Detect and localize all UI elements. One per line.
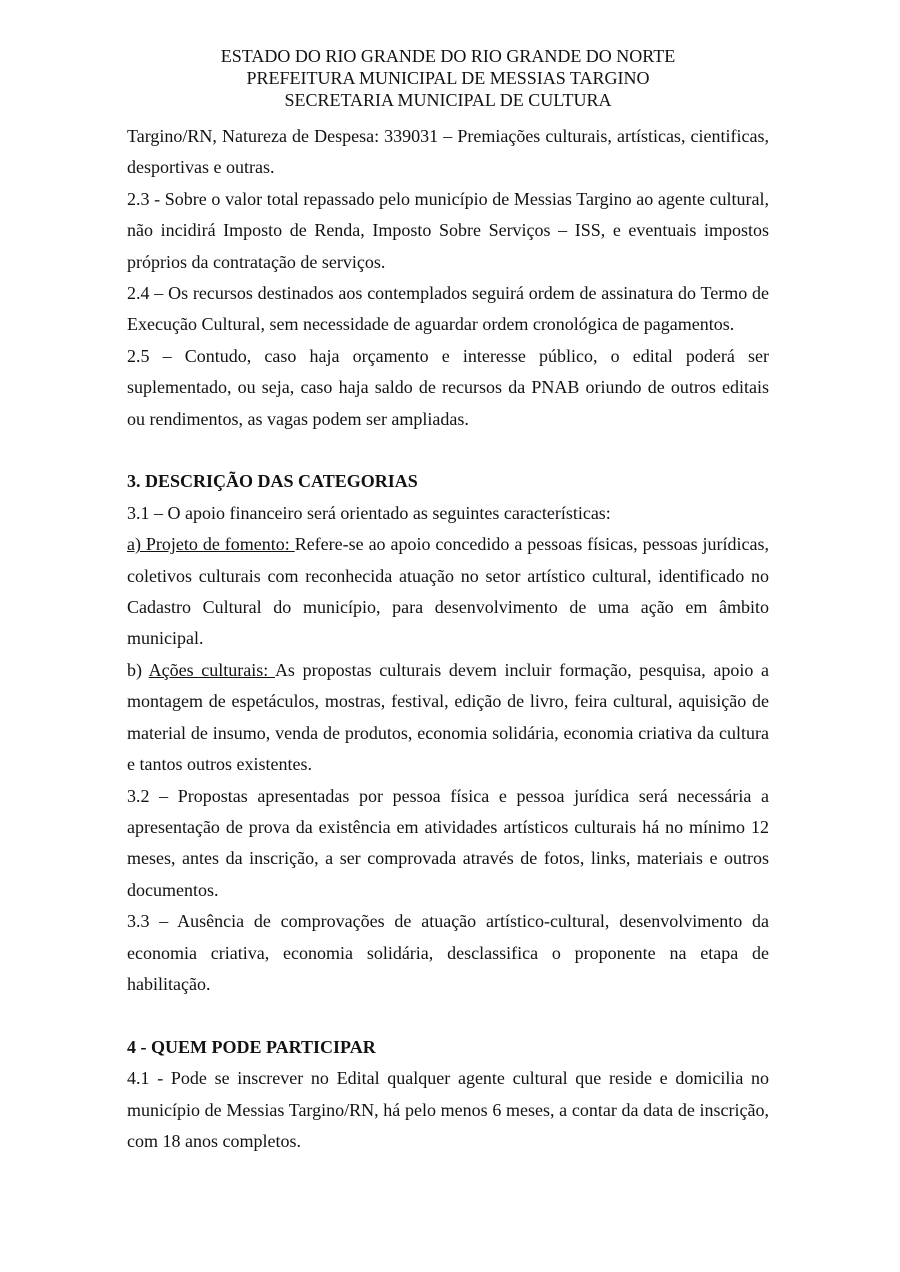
text-segment: b) [127, 659, 149, 680]
paragraph [127, 655, 769, 781]
paragraph [127, 278, 769, 341]
paragraph [127, 184, 769, 278]
text-segment: 4.1 - Pode se inscrever no Edital qualquer agente cultural que reside e domicilia no município de Messias Targino/RN, há pelo menos 6 meses, a contar da data de inscrição, com 18 anos completos. [127, 1068, 769, 1151]
text-segment: 4 - QUEM PODE PARTICIPAR [127, 1036, 376, 1057]
header-line-secretariat: SECRETARIA MUNICIPAL DE CULTURA [284, 90, 612, 110]
paragraph [127, 498, 769, 529]
paragraph [127, 1063, 769, 1157]
text-segment: 2.3 - Sobre o valor total repassado pelo município de Messias Targino ao agente cultural, não incidirá Imposto de Renda, Imposto Sobre Serviços – ISS, e eventuais impostos próprios da contratação de serviços. [127, 188, 769, 272]
paragraph [127, 341, 769, 435]
document-body [127, 121, 769, 1157]
underlined-text-segment: a) Projeto de fomento: [127, 534, 295, 555]
header-line-prefecture: PREFEITURA MUNICIPAL DE MESSIAS TARGINO [246, 68, 650, 88]
underlined-text-segment: Ações culturais: [148, 659, 275, 680]
paragraph [127, 781, 769, 907]
text-segment: 3. DESCRIÇÃO DAS CATEGORIAS [127, 471, 418, 492]
section-heading [127, 466, 769, 497]
text-segment: Targino/RN, Natureza de Despesa: 339031 – Premiações culturais, artísticas, cientificas, desportivas e outras. [127, 126, 769, 178]
paragraph [127, 121, 769, 184]
text-segment: Refere-se ao apoio concedido a pessoas físicas, pessoas jurídicas, coletivos culturais com reconhecida atuação no setor artístico cultural, identificado no Cadastro Cultural do município, para desenvolvimento de uma ação em âmbito municipal. [127, 534, 769, 649]
paragraph [127, 906, 769, 1000]
text-segment: 3.3 – Ausência de comprovações de atuação artístico-cultural, desenvolvimento da economia criativa, economia solidária, desclassifica o proponente na etapa de habilitação. [127, 911, 769, 994]
header-line-state: ESTADO DO RIO GRANDE DO RIO GRANDE DO NORTE [220, 46, 676, 66]
text-segment: 3.1 – O apoio financeiro será orientado as seguintes características: [127, 502, 611, 523]
section-heading [127, 1032, 769, 1063]
paragraph [127, 529, 769, 655]
text-segment: 3.2 – Propostas apresentadas por pessoa física e pessoa jurídica será necessária a apresentação de prova da existência em atividades artísticos culturais há no mínimo 12 meses, antes da inscrição, a ser comprovada através de fotos, links, materiais e outros documentos. [127, 785, 769, 900]
document-header [127, 45, 769, 111]
text-segment: 2.5 – Contudo, caso haja orçamento e interesse público, o edital poderá ser suplementado, ou seja, caso haja saldo de recursos da PNAB oriundo de outros editais ou rendimentos, as vagas podem ser ampliadas. [127, 345, 769, 429]
text-segment: 2.4 – Os recursos destinados aos contemplados seguirá ordem de assinatura do Termo de Execução Cultural, sem necessidade de aguardar ordem cronológica de pagamentos. [127, 283, 769, 335]
text-segment: As propostas culturais devem incluir formação, pesquisa, apoio a montagem de espetáculos, mostras, festival, edição de livro, feira cultural, aquisição de material de insumo, venda de produtos, economia solidária, economia criativa da cultura e tantos outros existentes. [127, 659, 769, 775]
